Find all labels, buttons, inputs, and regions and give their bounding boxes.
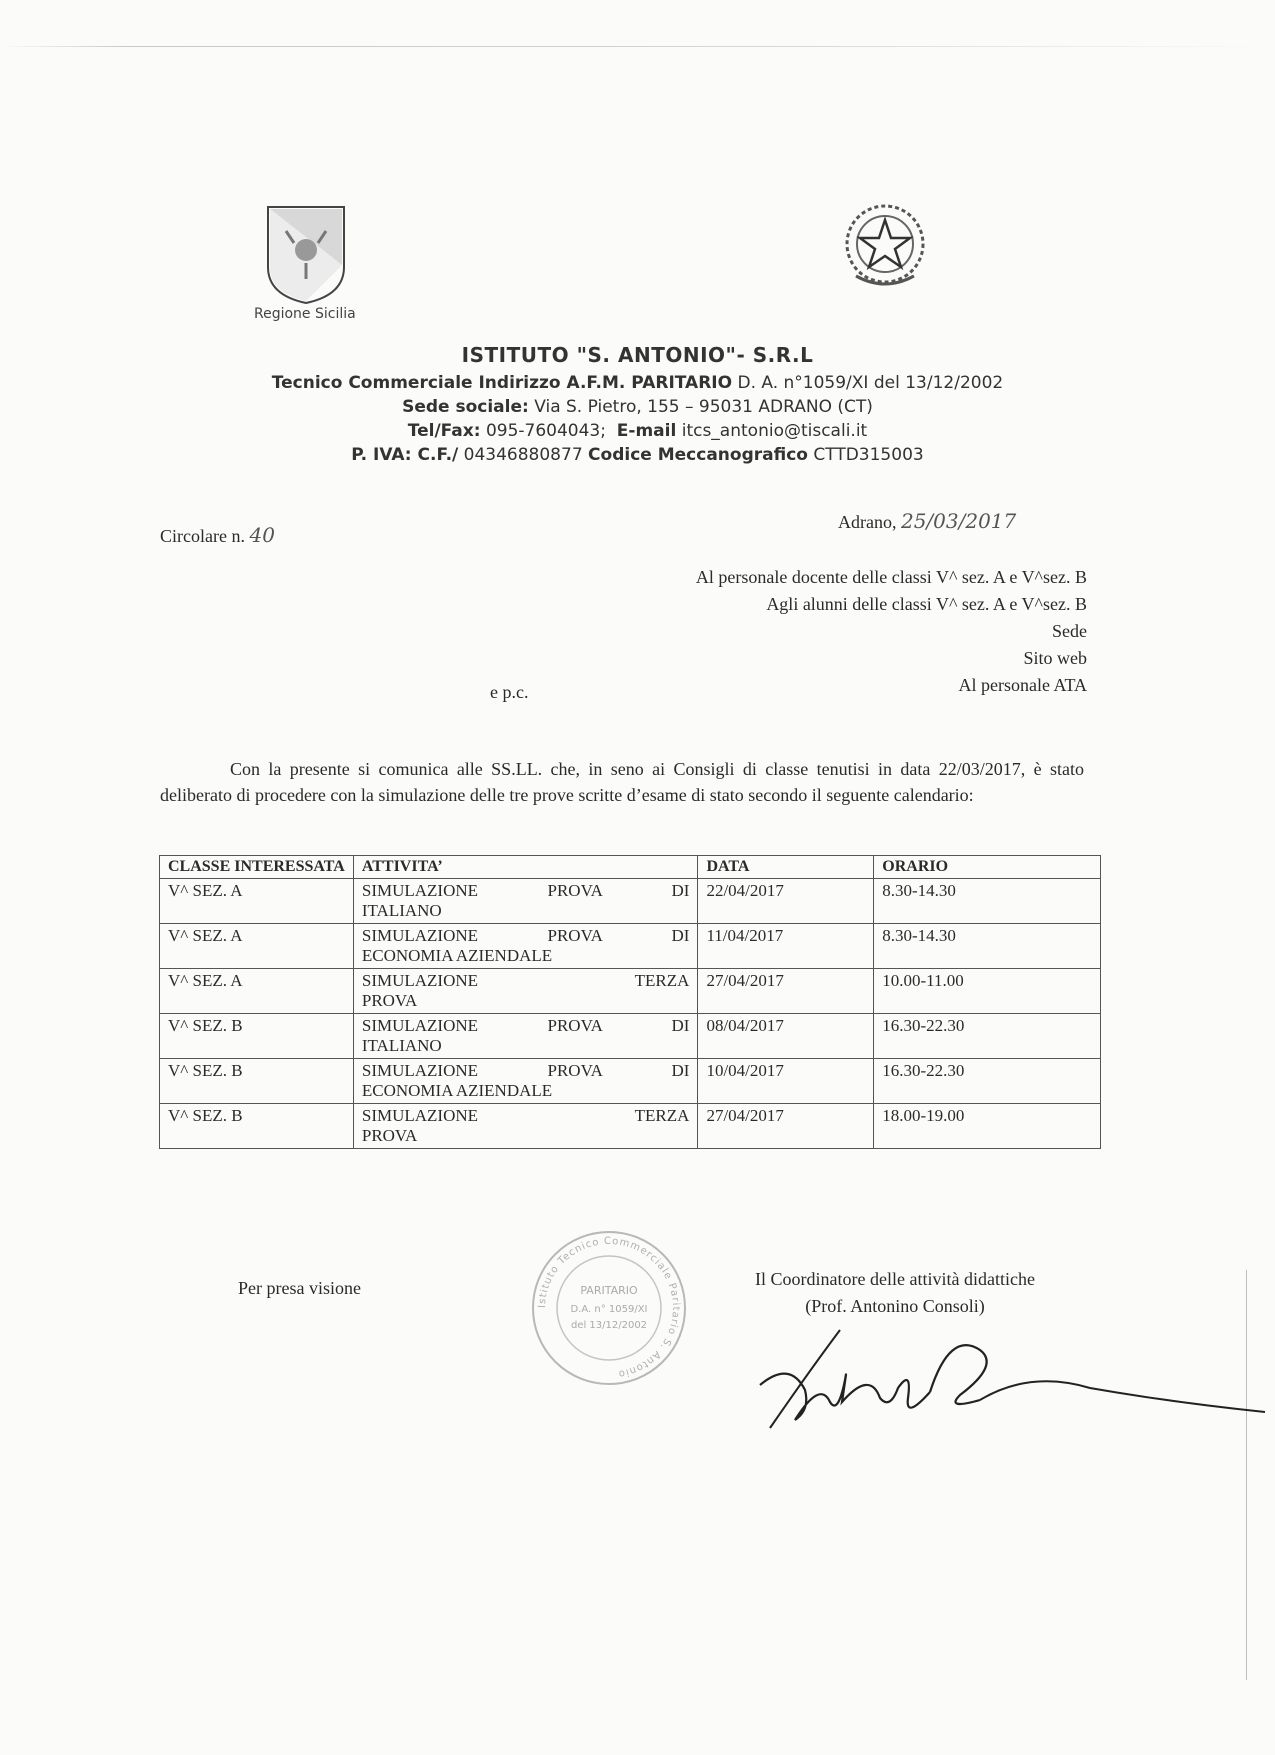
meccanografico-label: Codice Meccanografico — [588, 445, 808, 465]
meccanografico-value: CTTD315003 — [813, 445, 924, 465]
table-row — [160, 1059, 1101, 1104]
attivita-line-2: PROVA — [361, 1126, 418, 1145]
col-header-data: DATA — [698, 856, 874, 879]
attivita-line-1: SIMULAZIONE PROVA DI — [361, 1016, 690, 1035]
cell-attivita — [353, 1014, 698, 1059]
table-row — [160, 924, 1101, 969]
stamp-outer-text: Istituto Tecnico Commerciale Paritario S. Antonio — [536, 1235, 682, 1380]
header-line-2 — [0, 373, 1275, 393]
attivita-line-1: SIMULAZIONE PROVA DI — [361, 1061, 690, 1080]
col-header-attivita: ATTIVITA’ — [353, 856, 698, 879]
circular-label: Circolare n. — [160, 526, 245, 546]
header-line-2-bold: Tecnico Commerciale Indirizzo A.F.M. PARITARIO — [271, 373, 733, 393]
email-value: itcs_antonio@tiscali.it — [681, 421, 868, 441]
place-date — [838, 509, 1016, 533]
cell-data: 22/04/2017 — [698, 879, 874, 924]
attivita-line-1: SIMULAZIONE TERZA — [361, 1106, 690, 1125]
recipient-line: Sito web — [1023, 648, 1087, 668]
cell-attivita — [353, 1059, 698, 1104]
stamp-inner-line-3: del 13/12/2002 — [570, 1320, 648, 1331]
cell-orario: 18.00-19.00 — [874, 1104, 1101, 1149]
attivita-line-2: PROVA — [361, 991, 418, 1010]
cc-label: e p.c. — [490, 682, 529, 702]
tel-label: Tel/Fax: — [407, 421, 481, 441]
circular-number — [160, 523, 275, 547]
table-row — [160, 1104, 1101, 1149]
cell-orario: 8.30-14.30 — [874, 924, 1101, 969]
cell-data: 27/04/2017 — [698, 969, 874, 1014]
italian-republic-emblem-icon — [842, 202, 928, 290]
tel-value: 095-7604043; — [485, 421, 606, 441]
attivita-line-2: ECONOMIA AZIENDALE — [361, 946, 553, 965]
col-header-classe: CLASSE INTERESSATA — [160, 856, 354, 879]
coordinator-name: (Prof. Antonino Consoli) — [805, 1296, 985, 1316]
regione-sicilia-logo-icon — [264, 205, 348, 305]
piva-label: P. IVA: C.F./ — [351, 445, 459, 465]
piva-value: 04346880877 — [463, 445, 583, 465]
cell-orario: 16.30-22.30 — [874, 1014, 1101, 1059]
table-header-row — [160, 856, 1101, 879]
institute-name: ISTITUTO "S. ANTONIO"- S.R.L — [461, 343, 814, 367]
date-handwritten: 25/03/2017 — [900, 509, 1017, 533]
cell-classe: V^ SEZ. B — [160, 1014, 354, 1059]
exam-calendar-table — [159, 855, 1101, 1149]
recipient-line: Al personale ATA — [958, 675, 1087, 695]
school-stamp-icon — [526, 1228, 692, 1388]
email-label: E-mail — [616, 421, 677, 441]
cell-classe: V^ SEZ. A — [160, 879, 354, 924]
recipient-line: Agli alunni delle classi V^ sez. A e V^sez. B — [766, 594, 1087, 614]
stamp-inner-line-2: D.A. n° 1059/XI — [570, 1304, 648, 1315]
recipients-list — [696, 564, 1087, 699]
cell-data: 10/04/2017 — [698, 1059, 874, 1104]
cell-attivita — [353, 1104, 698, 1149]
attivita-line-1: SIMULAZIONE PROVA DI — [361, 881, 690, 900]
header-line-4 — [0, 421, 1275, 441]
presa-visione-label: Per presa visione — [238, 1278, 361, 1298]
cell-data: 08/04/2017 — [698, 1014, 874, 1059]
attivita-line-1: SIMULAZIONE PROVA DI — [361, 926, 690, 945]
recipient-line: Sede — [1052, 621, 1087, 641]
attivita-line-2: ITALIANO — [361, 901, 442, 920]
cell-classe: V^ SEZ. B — [160, 1059, 354, 1104]
attivita-line-2: ITALIANO — [361, 1036, 442, 1055]
scan-edge-line — [0, 46, 1275, 47]
table-row — [160, 969, 1101, 1014]
table-row — [160, 879, 1101, 924]
recipient-line: Al personale docente delle classi V^ sez. A e V^sez. B — [695, 567, 1087, 587]
col-header-orario: ORARIO — [874, 856, 1101, 879]
cell-data: 11/04/2017 — [698, 924, 874, 969]
circular-number-handwritten: 40 — [249, 523, 275, 547]
table-row — [160, 1014, 1101, 1059]
cell-orario: 8.30-14.30 — [874, 879, 1101, 924]
header-line-5 — [0, 445, 1275, 465]
stamp-inner-line-1: PARITARIO — [580, 1284, 638, 1297]
signature-icon — [730, 1310, 1270, 1440]
coordinator-title: Il Coordinatore delle attività didattiche — [755, 1269, 1035, 1289]
cell-data: 27/04/2017 — [698, 1104, 874, 1149]
attivita-line-1: SIMULAZIONE TERZA — [361, 971, 690, 990]
cell-attivita — [353, 969, 698, 1014]
cell-classe: V^ SEZ. A — [160, 969, 354, 1014]
region-caption: Regione Sicilia — [254, 306, 356, 322]
cell-orario: 16.30-22.30 — [874, 1059, 1101, 1104]
header-line-2-text: D. A. n°1059/XI del 13/12/2002 — [737, 373, 1004, 393]
cell-attivita — [353, 879, 698, 924]
header-line-3-bold: Sede sociale: — [402, 397, 529, 417]
cell-classe: V^ SEZ. B — [160, 1104, 354, 1149]
cell-orario: 10.00-11.00 — [874, 969, 1101, 1014]
header-line-3 — [0, 397, 1275, 417]
body-paragraph: Con la presente si comunica alle SS.LL. che, in seno ai Consigli di classe tenutisi in data 22/03/2017, è stato deliberato di procedere con la simulazione delle tre prove scritte d’esame di stato secondo il seguente calendario: — [160, 759, 1084, 805]
cell-attivita — [353, 924, 698, 969]
attivita-line-2: ECONOMIA AZIENDALE — [361, 1081, 553, 1100]
place-label: Adrano, — [838, 512, 897, 532]
cell-classe: V^ SEZ. A — [160, 924, 354, 969]
header-line-3-text: Via S. Pietro, 155 – 95031 ADRANO (CT) — [534, 397, 873, 417]
